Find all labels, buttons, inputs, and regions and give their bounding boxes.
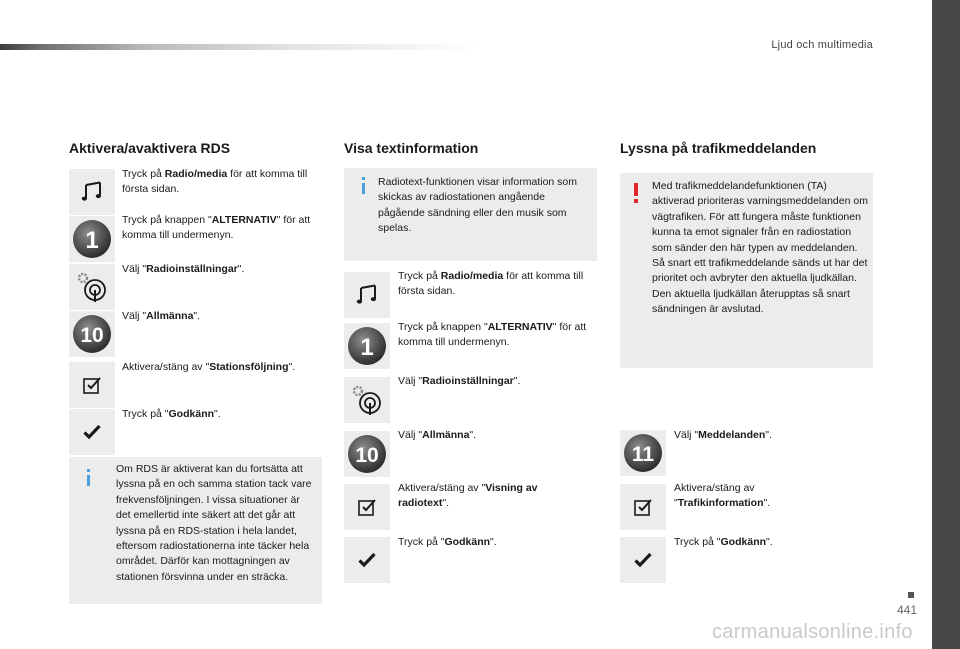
watermark: carmanualsonline.info: [712, 621, 913, 643]
chapter-title: Ljud och multimedia: [771, 39, 873, 51]
step-badge-10: [69, 311, 115, 357]
music-note-icon: [344, 272, 390, 318]
radiotext-info-text: Radiotext-funktionen visar information som skickas av radiostationen angående pågående sändning eller den musik som spelas.: [378, 176, 578, 235]
step-badge-1: [69, 216, 115, 262]
svg-text:1: 1: [85, 227, 99, 254]
radiotext-step-1: Tryck på Radio/media för att komma till första sidan.: [398, 270, 584, 297]
checkbox-toggle-icon: [344, 484, 390, 530]
music-note-icon: [69, 169, 115, 215]
checkmark-icon: [344, 537, 390, 583]
traffic-step-1: Välj "Meddelanden".: [674, 429, 772, 441]
traffic-warning-text: Med trafikmeddelandefunktionen (TA) aktiverad prioriteras varningsmeddelanden om vägtrafiken. För att fungera måste funktionen kunna ta emot signaler från en radiostation som sänder den här typen av meddelanden. Så snart ett trafikmeddelande sänds ut har det prioritet och avbryter den aktuella ljudkällan. Den aktuella ljudkällan återupptas så snart sändningen är avslutad.: [652, 180, 868, 316]
chapter-tab-strip: [932, 0, 960, 649]
rds-info-box: [69, 457, 322, 604]
traffic-step-2: Aktivera/stäng av "Trafikinformation".: [674, 482, 771, 509]
radio-settings-icon: [69, 264, 115, 310]
radiotext-step-3: Välj "Radioinställningar".: [398, 375, 521, 387]
radiotext-info-box: [344, 168, 597, 261]
checkmark-icon: [69, 409, 115, 455]
rds-step-4: Välj "Allmänna".: [122, 310, 201, 322]
radiotext-heading: Visa textinformation: [344, 140, 479, 156]
rds-heading: Aktivera/avaktivera RDS: [69, 140, 231, 156]
svg-text:11: 11: [631, 443, 655, 466]
header-gradient-bar: [0, 44, 480, 50]
checkmark-icon: [620, 537, 666, 583]
radiotext-step-2: Tryck på knappen "ALTERNATIV" för att komma till undermenyn.: [398, 321, 587, 348]
radio-settings-icon: [344, 377, 390, 423]
step-badge-10: [344, 431, 390, 477]
svg-text:10: 10: [80, 324, 104, 347]
checkbox-toggle-icon: [620, 484, 666, 530]
radiotext-step-4: Välj "Allmänna".: [398, 429, 477, 441]
svg-text:10: 10: [355, 444, 379, 467]
checkbox-toggle-icon: [69, 362, 115, 408]
rds-step-1: Tryck på Radio/media för att komma till första sidan.: [122, 168, 308, 195]
rds-info-text: Om RDS är aktiverat kan du fortsätta att lyssna på en och samma station tack vare frekvensföljningen. I vissa situationer är det emellertid inte säkert att det går att lyssna på en RDS-station i hela landet, eftersom radiostationerna inte täcker hela området. Därför kan mottagningen av stationen försvinna under en sträcka.: [116, 463, 312, 583]
traffic-warning-box: [620, 173, 873, 368]
svg-text:1: 1: [360, 334, 374, 361]
rds-step-5: Aktivera/stäng av "Stationsföljning".: [122, 361, 296, 373]
radiotext-step-5: Aktivera/stäng av "Visning av radiotext".: [398, 482, 538, 509]
step-badge-11: [620, 430, 666, 476]
rds-step-3: Välj "Radioinställningar".: [122, 263, 245, 275]
page-marker: [908, 592, 914, 598]
rds-step-2: Tryck på knappen "ALTERNATIV" för att komma till undermenyn.: [122, 214, 311, 241]
rds-step-6: Tryck på "Godkänn".: [122, 408, 221, 420]
traffic-heading: Lyssna på trafikmeddelanden: [620, 140, 817, 156]
traffic-step-3: Tryck på "Godkänn".: [674, 536, 773, 548]
page-number: 441: [897, 603, 918, 617]
step-badge-1: [344, 323, 390, 369]
radiotext-step-6: Tryck på "Godkänn".: [398, 536, 497, 548]
